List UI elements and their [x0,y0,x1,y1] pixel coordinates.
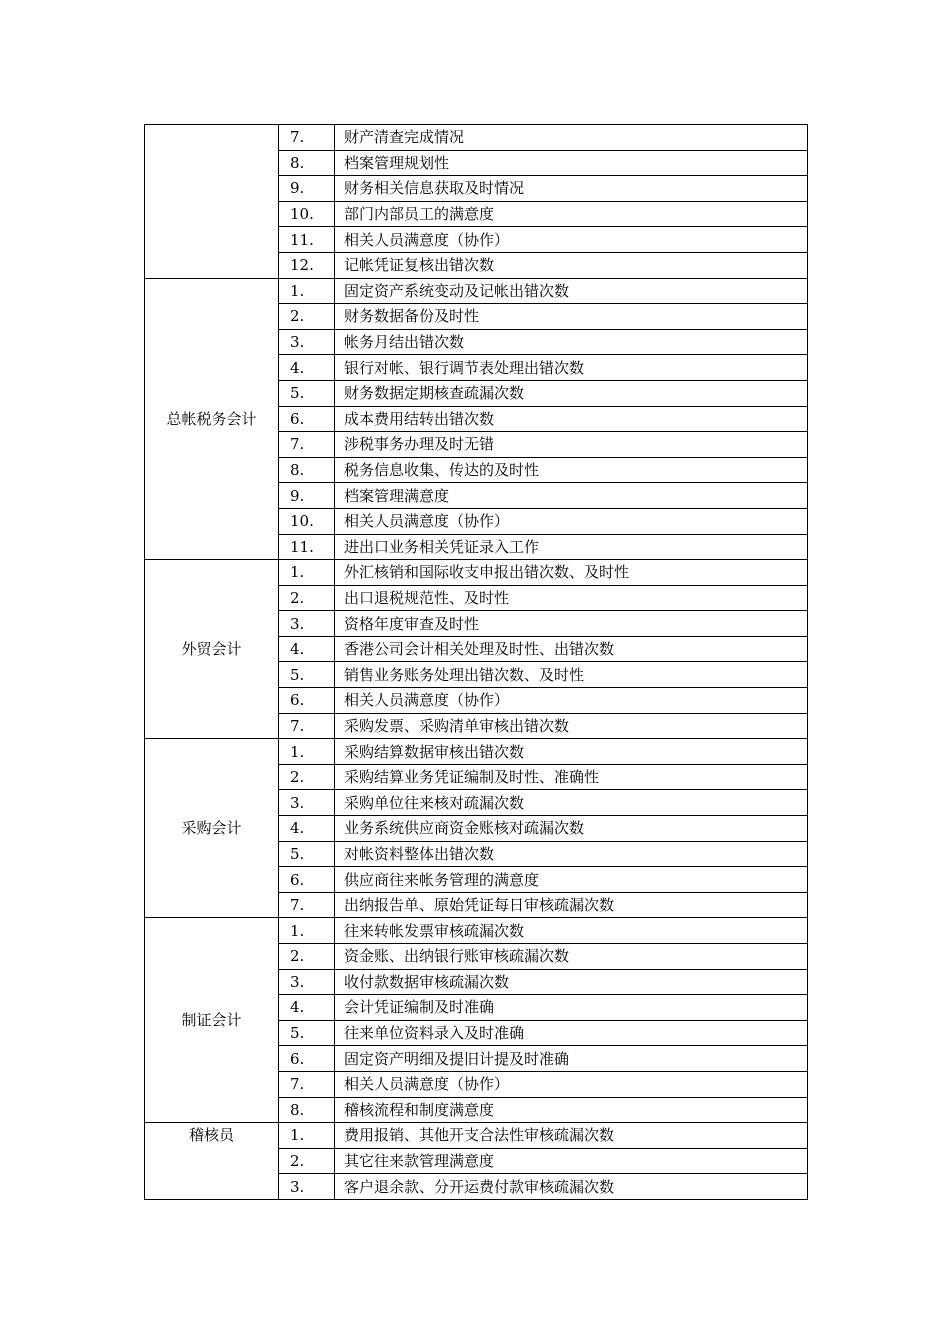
item-number: 8. [279,457,335,483]
item-text: 税务信息收集、传达的及时性 [335,457,808,483]
item-number: 5. [279,380,335,406]
item-text: 固定资产明细及提旧计提及时准确 [335,1046,808,1072]
item-text: 相关人员满意度（协作） [335,688,808,714]
item-text: 会计凭证编制及时准确 [335,995,808,1021]
item-number: 2. [279,585,335,611]
item-number: 1. [279,1123,335,1149]
item-text: 出口退税规范性、及时性 [335,585,808,611]
item-number: 10. [279,508,335,534]
item-text: 相关人员满意度（协作） [335,227,808,253]
item-text: 其它往来款管理满意度 [335,1148,808,1174]
item-number: 12. [279,252,335,278]
item-text: 相关人员满意度（协作） [335,508,808,534]
kpi-table [144,124,808,1200]
item-text: 采购结算数据审核出错次数 [335,739,808,765]
item-text: 供应商往来帐务管理的满意度 [335,867,808,893]
item-number: 2. [279,304,335,330]
item-text: 资金账、出纳银行账审核疏漏次数 [335,944,808,970]
item-number: 7. [279,432,335,458]
item-text: 稽核流程和制度满意度 [335,1097,808,1123]
item-text: 出纳报告单、原始凭证每日审核疏漏次数 [335,892,808,918]
table-row [145,739,808,765]
table-row [145,560,808,586]
table-row [145,918,808,944]
item-text: 档案管理规划性 [335,150,808,176]
item-number: 6. [279,688,335,714]
item-number: 7. [279,713,335,739]
item-number: 9. [279,483,335,509]
role-cell: 总帐税务会计 [145,278,279,560]
item-number: 8. [279,150,335,176]
item-text: 记帐凭证复核出错次数 [335,252,808,278]
item-text: 采购结算业务凭证编制及时性、准确性 [335,764,808,790]
item-number: 7. [279,1071,335,1097]
item-text: 档案管理满意度 [335,483,808,509]
item-number: 1. [279,560,335,586]
item-text: 固定资产系统变动及记帐出错次数 [335,278,808,304]
item-text: 资格年度审查及时性 [335,611,808,637]
item-text: 财产清查完成情况 [335,125,808,151]
item-text: 银行对帐、银行调节表处理出错次数 [335,355,808,381]
item-text: 对帐资料整体出错次数 [335,841,808,867]
item-number: 1. [279,278,335,304]
item-number: 3. [279,1174,335,1200]
item-text: 外汇核销和国际收支申报出错次数、及时性 [335,560,808,586]
item-text: 业务系统供应商资金账核对疏漏次数 [335,816,808,842]
item-text: 财务数据定期核查疏漏次数 [335,380,808,406]
item-text: 往来单位资料录入及时准确 [335,1020,808,1046]
item-text: 成本费用结转出错次数 [335,406,808,432]
item-number: 6. [279,867,335,893]
item-number: 1. [279,918,335,944]
item-text: 部门内部员工的满意度 [335,201,808,227]
item-text: 收付款数据审核疏漏次数 [335,969,808,995]
item-number: 2. [279,764,335,790]
item-text: 香港公司会计相关处理及时性、出错次数 [335,636,808,662]
role-cell [145,125,279,279]
item-text: 往来转帐发票审核疏漏次数 [335,918,808,944]
item-number: 3. [279,969,335,995]
role-cell: 制证会计 [145,918,279,1123]
item-number: 1. [279,739,335,765]
item-number: 4. [279,816,335,842]
item-number: 10. [279,201,335,227]
item-number: 9. [279,176,335,202]
role-cell: 稽核员 [145,1123,279,1200]
item-text: 客户退余款、分开运费付款审核疏漏次数 [335,1174,808,1200]
item-number: 6. [279,406,335,432]
table-row [145,278,808,304]
item-number: 4. [279,636,335,662]
item-number: 4. [279,355,335,381]
item-number: 3. [279,790,335,816]
item-number: 3. [279,611,335,637]
item-number: 5. [279,662,335,688]
item-number: 6. [279,1046,335,1072]
item-text: 进出口业务相关凭证录入工作 [335,534,808,560]
item-text: 帐务月结出错次数 [335,329,808,355]
item-number: 4. [279,995,335,1021]
item-text: 涉税事务办理及时无错 [335,432,808,458]
table-row [145,125,808,151]
item-number: 3. [279,329,335,355]
item-number: 7. [279,892,335,918]
item-text: 财务数据备份及时性 [335,304,808,330]
item-number: 7. [279,125,335,151]
item-number: 2. [279,1148,335,1174]
role-cell: 采购会计 [145,739,279,918]
item-number: 11. [279,534,335,560]
item-number: 8. [279,1097,335,1123]
role-cell: 外贸会计 [145,560,279,739]
item-number: 11. [279,227,335,253]
item-text: 相关人员满意度（协作） [335,1071,808,1097]
item-text: 销售业务账务处理出错次数、及时性 [335,662,808,688]
kpi-table-body [145,125,808,1200]
item-number: 2. [279,944,335,970]
item-number: 5. [279,841,335,867]
item-text: 采购发票、采购清单审核出错次数 [335,713,808,739]
item-text: 费用报销、其他开支合法性审核疏漏次数 [335,1123,808,1149]
item-number: 5. [279,1020,335,1046]
table-row [145,1123,808,1149]
item-text: 财务相关信息获取及时情况 [335,176,808,202]
item-text: 采购单位往来核对疏漏次数 [335,790,808,816]
